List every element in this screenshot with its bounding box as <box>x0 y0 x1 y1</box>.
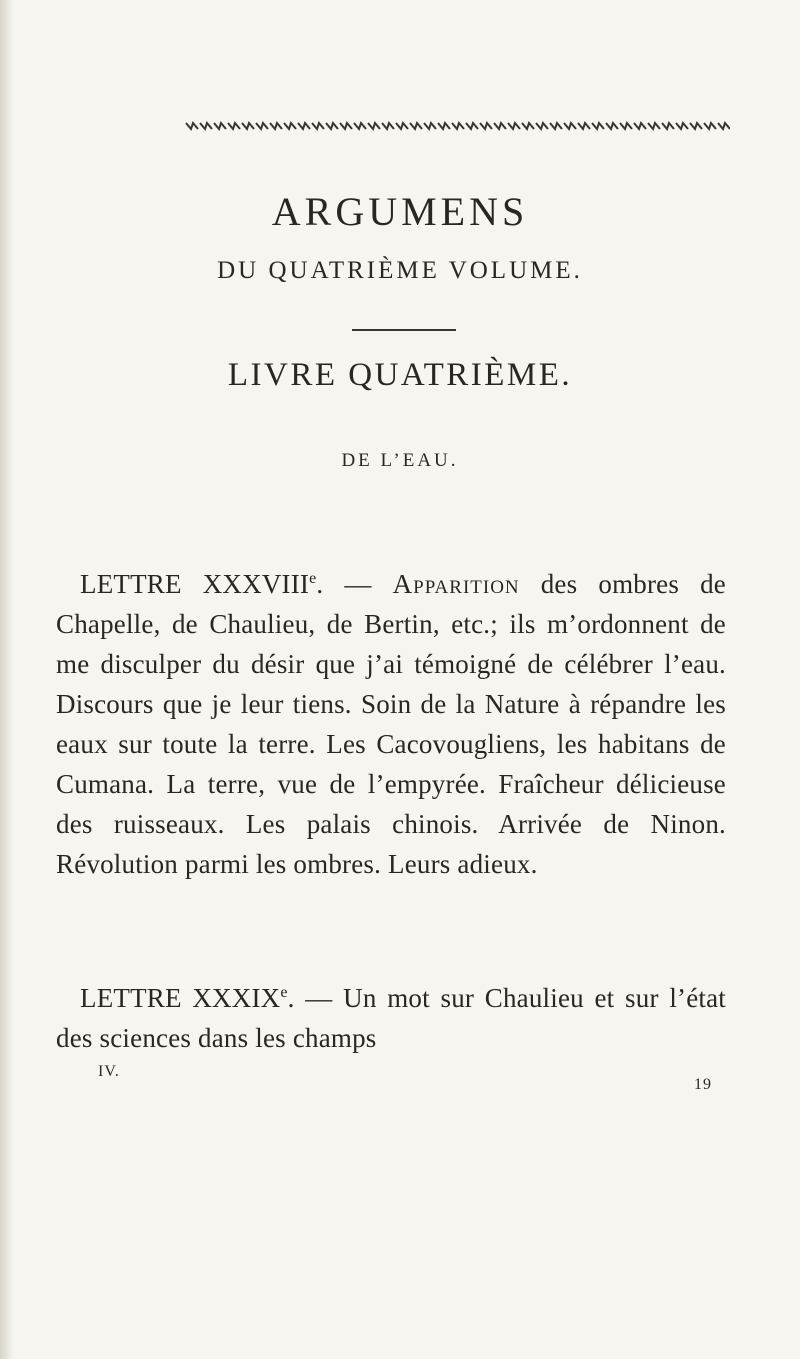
book-title: LIVRE QUATRIÈME. <box>227 357 573 393</box>
letter-heading: LETTRE XXXVIII <box>80 569 310 599</box>
letter-summary-text: Un mot sur Chaulieu et sur l’état des sciences dans les champs <box>56 983 726 1053</box>
letter-heading-suffix: e <box>309 570 317 587</box>
letter-summary-text: des ombres de Chapelle, de Chaulieu, de Bertin, etc.; ils m’ordonnent de me disculper du désir que j’ai témoigné de célébrer l’eau. Discours que je leur tiens. Soin de la Nature à répandre les eaux sur toute la terre. Les Cacovougliens, les habitans de Cumana. La terre, vue de l’empyrée. Fraîcheur délicieuse des ruisseaux. Les palais chinois. Arrivée de Ninon. Révolution parmi les ombres. Leurs adieux. <box>56 569 726 879</box>
divider-rule <box>352 329 456 331</box>
folio-mark: 19 <box>694 1076 712 1093</box>
letter-summary-38 <box>56 564 726 884</box>
letter-heading-suffix: e <box>280 984 288 1001</box>
letter-summary-39 <box>56 978 726 1058</box>
letter-dash: . — <box>316 569 393 599</box>
top-ornament-rule <box>185 118 730 134</box>
page-title: ARGUMENS <box>271 189 529 234</box>
page-subtitle: DU QUATRIÈME VOLUME. <box>217 257 583 284</box>
letter-dash: . — <box>287 983 344 1013</box>
letter-heading: LETTRE XXXIX <box>80 983 281 1013</box>
section-title: DE L’EAU. <box>341 450 459 471</box>
signature-mark: IV. <box>98 1063 120 1080</box>
letter-lead-word: Apparition <box>392 569 520 599</box>
